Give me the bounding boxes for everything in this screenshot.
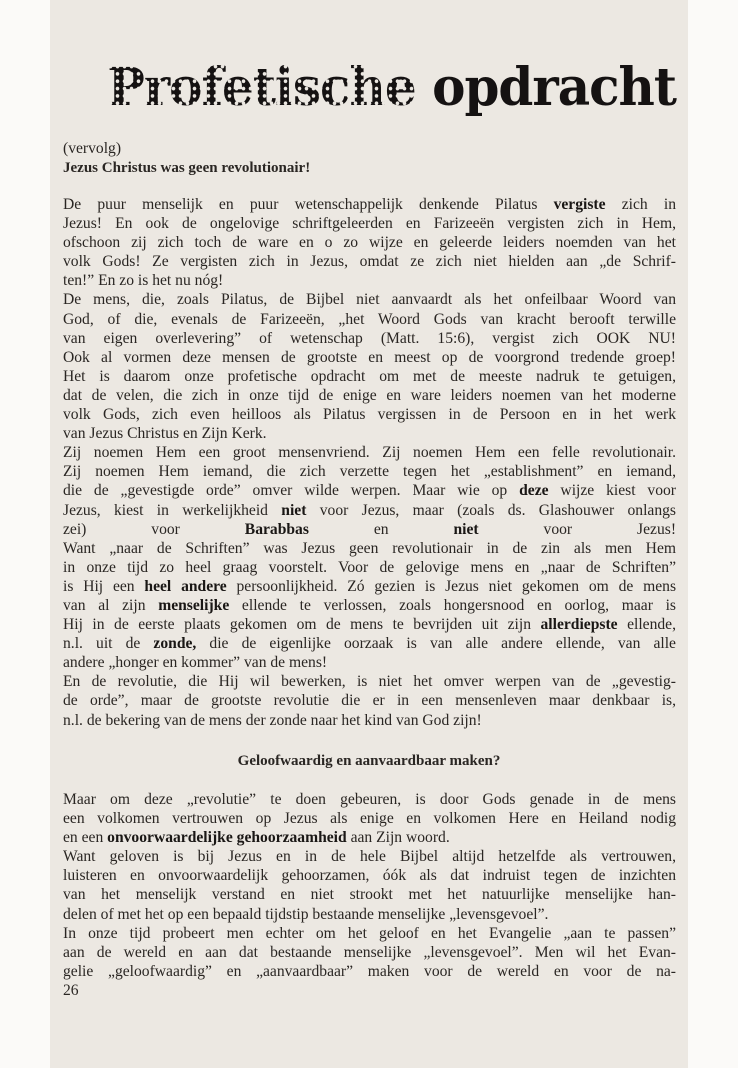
text: De mens, die, zoals Pilatus, de Bijbel niet aanvaardt als het onfeilbaar Woord van bbox=[63, 291, 676, 309]
text-line bbox=[63, 866, 676, 885]
text: persoonlijkheid. Zó gezien is Jezus niet gekomen om de mens bbox=[226, 577, 677, 595]
document-page bbox=[50, 0, 688, 1068]
text: ofschoon zij zich toch de ware en o zo wijze en geleerde leiders noemden van het bbox=[63, 234, 676, 252]
text-line bbox=[63, 443, 676, 462]
bold-text: deze bbox=[519, 482, 549, 500]
text: Zij noemen Hem iemand, die zich verzette tegen het „establishment” en iemand, bbox=[63, 463, 676, 481]
bold-text: allerdiepste bbox=[540, 616, 618, 634]
text: zich in bbox=[605, 196, 677, 213]
text-line bbox=[63, 596, 676, 615]
text-line bbox=[63, 329, 676, 348]
text: De puur menselijk en puur wetenschappelijk denkende Pilatus bbox=[63, 196, 554, 213]
bold-text: vergiste bbox=[553, 196, 606, 213]
text-line bbox=[63, 424, 676, 443]
text: wijze kiest voor bbox=[548, 482, 676, 500]
text-line bbox=[63, 943, 676, 962]
text-line bbox=[63, 615, 676, 634]
text: Hij in de eerste plaats gekomen om de mens te bevrijden uit zijn bbox=[63, 616, 541, 634]
text: n.l. de bekering van de mens der zonde naar het kind van God zijn! bbox=[63, 711, 482, 729]
text-line bbox=[63, 924, 676, 943]
text: Want geloven is bij Jezus en in de hele Bijbel altijd hetzelfde als vertrouwen, bbox=[63, 848, 676, 866]
text: Maar om deze „revolutie” te doen gebeuren, is door Gods genade in de mens bbox=[63, 791, 676, 808]
text-line bbox=[63, 252, 676, 271]
text-line bbox=[63, 691, 676, 710]
text: van eigen overlevering” of wetenschap (Matt. 15:6), vergist zich OOK NU! bbox=[63, 329, 676, 347]
text: volk Gods, zich even heilloos als Pilatus vergissen in de Persoon en in het werk bbox=[63, 406, 676, 424]
text-line bbox=[63, 271, 676, 290]
text: Want „naar de Schriften” was Jezus geen revolutionair in de zin als men Hem bbox=[63, 539, 676, 557]
text-line bbox=[63, 558, 676, 577]
text-line bbox=[63, 653, 676, 672]
text-line bbox=[63, 348, 676, 367]
bold-text: zonde, bbox=[153, 635, 197, 653]
bold-text: heel andere bbox=[144, 577, 227, 595]
text: ten!” En zo is het nu nóg! bbox=[63, 272, 224, 290]
text-line bbox=[63, 711, 676, 730]
text: In onze tijd probeert men echter om het geloof en het Evangelie „aan te passen” bbox=[63, 924, 676, 942]
text: die de eigenlijke oorzaak is van alle andere ellende, van alle bbox=[196, 635, 676, 653]
text-line bbox=[63, 462, 676, 481]
text: van Jezus Christus en Zijn Kerk. bbox=[63, 425, 267, 443]
text: die de „gevestigde orde” omver wilde werpen. Maar wie op bbox=[63, 482, 520, 500]
text: en bbox=[308, 520, 454, 538]
text: zei) voor bbox=[63, 520, 245, 538]
text: in onze tijd zo heel graag voorstelt. Voor de gelovige mens en „naar de Schriften” bbox=[63, 558, 676, 576]
text: Jezus! En ook de ongelovige schriftgeleerden en Farizeeën vergisten zich in Hem, bbox=[63, 215, 676, 233]
text: aan Zijn woord. bbox=[346, 829, 450, 847]
text-line bbox=[63, 885, 676, 904]
bold-text: niet bbox=[453, 520, 479, 538]
text: de orde”, maar de grootste revolutie die er in een mensenleven maar denkbaar is, bbox=[63, 692, 676, 710]
text: voor Jezus! bbox=[478, 520, 677, 538]
section-2-body bbox=[63, 790, 676, 981]
text-line bbox=[63, 539, 676, 558]
text: van al zijn bbox=[63, 596, 159, 614]
text: een volkomen vertrouwen op Jezus als enige en volkomen Here en Heiland nodig bbox=[63, 810, 676, 828]
text-line bbox=[63, 672, 676, 691]
text-line bbox=[63, 905, 676, 924]
text-line bbox=[63, 233, 676, 252]
text-line bbox=[63, 501, 676, 520]
page-title bbox=[50, 50, 676, 124]
text-line bbox=[63, 962, 676, 981]
page-number: 26 bbox=[63, 982, 79, 999]
text-line bbox=[63, 828, 676, 847]
section-1-body bbox=[63, 195, 676, 730]
text: n.l. uit de bbox=[63, 635, 154, 653]
text-line bbox=[63, 634, 676, 653]
text-line bbox=[63, 405, 676, 424]
text: dat de velen, die zich in onze tijd de enige en ware leiders noemen van het moderne bbox=[63, 386, 676, 404]
title-word: opdracht bbox=[432, 55, 676, 118]
text: Het is daarom onze profetische opdracht om met de meeste nadruk te getuigen, bbox=[63, 367, 676, 385]
section-heading: Geloofwaardig en aanvaardbaar maken? bbox=[237, 753, 501, 769]
text-line bbox=[63, 367, 676, 386]
text-line bbox=[63, 386, 676, 405]
text: gelie „geloofwaardig” en „aanvaardbaar” maken voor de wereld en voor de na- bbox=[63, 962, 676, 980]
text-line bbox=[63, 847, 676, 866]
text-line bbox=[63, 481, 676, 500]
section-heading: Jezus Christus was geen revolutionair! bbox=[63, 160, 311, 176]
text: God, of die, evenals de Farizeeën, „het Woord Gods van kracht berooft terwille bbox=[63, 310, 676, 328]
text-line bbox=[63, 809, 676, 828]
text: ellende, bbox=[617, 616, 676, 634]
text: En de revolutie, die Hij wil bewerken, is niet het omver werpen van de „gevestig- bbox=[63, 673, 676, 691]
text-line bbox=[63, 290, 676, 309]
text: Jezus, kiest in werkelijkheid bbox=[63, 501, 282, 519]
bold-text: Barabbas bbox=[244, 520, 309, 538]
text: andere „honger en kommer” van de mens! bbox=[63, 654, 328, 672]
bold-text: niet bbox=[281, 501, 307, 519]
text: delen of met het op een bepaald tijdstip bestaande menselijke „levensgevoel”. bbox=[63, 905, 549, 923]
text: en een bbox=[63, 829, 108, 847]
bold-text: onvoorwaardelijke gehoorzaamheid bbox=[107, 829, 347, 847]
text: is Hij een bbox=[63, 577, 145, 595]
text: van het menselijk verstand en niet strookt met het natuurlijke menselijke han- bbox=[63, 886, 676, 904]
text: aan de wereld en aan dat bestaande menselijke „levensgevoel”. Men wil het Evan- bbox=[63, 943, 676, 961]
text-line bbox=[63, 195, 676, 214]
text-line bbox=[63, 790, 676, 809]
text-line bbox=[63, 310, 676, 329]
title-decorative-word: Profetische bbox=[107, 55, 416, 118]
text: ellende te verlossen, zoals hongersnood en oorlog, maar is bbox=[229, 596, 676, 614]
text: volk Gods! Ze vergisten zich in Jezus, omdat ze zich niet hielden aan „de Schrif- bbox=[63, 253, 676, 271]
text-line bbox=[63, 520, 676, 539]
text: Zij noemen Hem een groot mensenvriend. Zij noemen Hem een felle revolutionair. bbox=[63, 444, 676, 462]
continued-label: (vervolg) bbox=[63, 140, 122, 157]
text-line bbox=[63, 577, 676, 596]
text: voor Jezus, maar (zoals ds. Glashouwer onlangs bbox=[306, 501, 676, 519]
text: luisteren en onvoorwaardelijk gehoorzamen, óók als dat indruist tegen de inzichten bbox=[63, 867, 676, 885]
text-line bbox=[63, 214, 676, 233]
bold-text: menselijke bbox=[158, 596, 230, 614]
text: Ook al vormen deze mensen de grootste en meest op de voorgrond tredende groep! bbox=[63, 348, 676, 366]
